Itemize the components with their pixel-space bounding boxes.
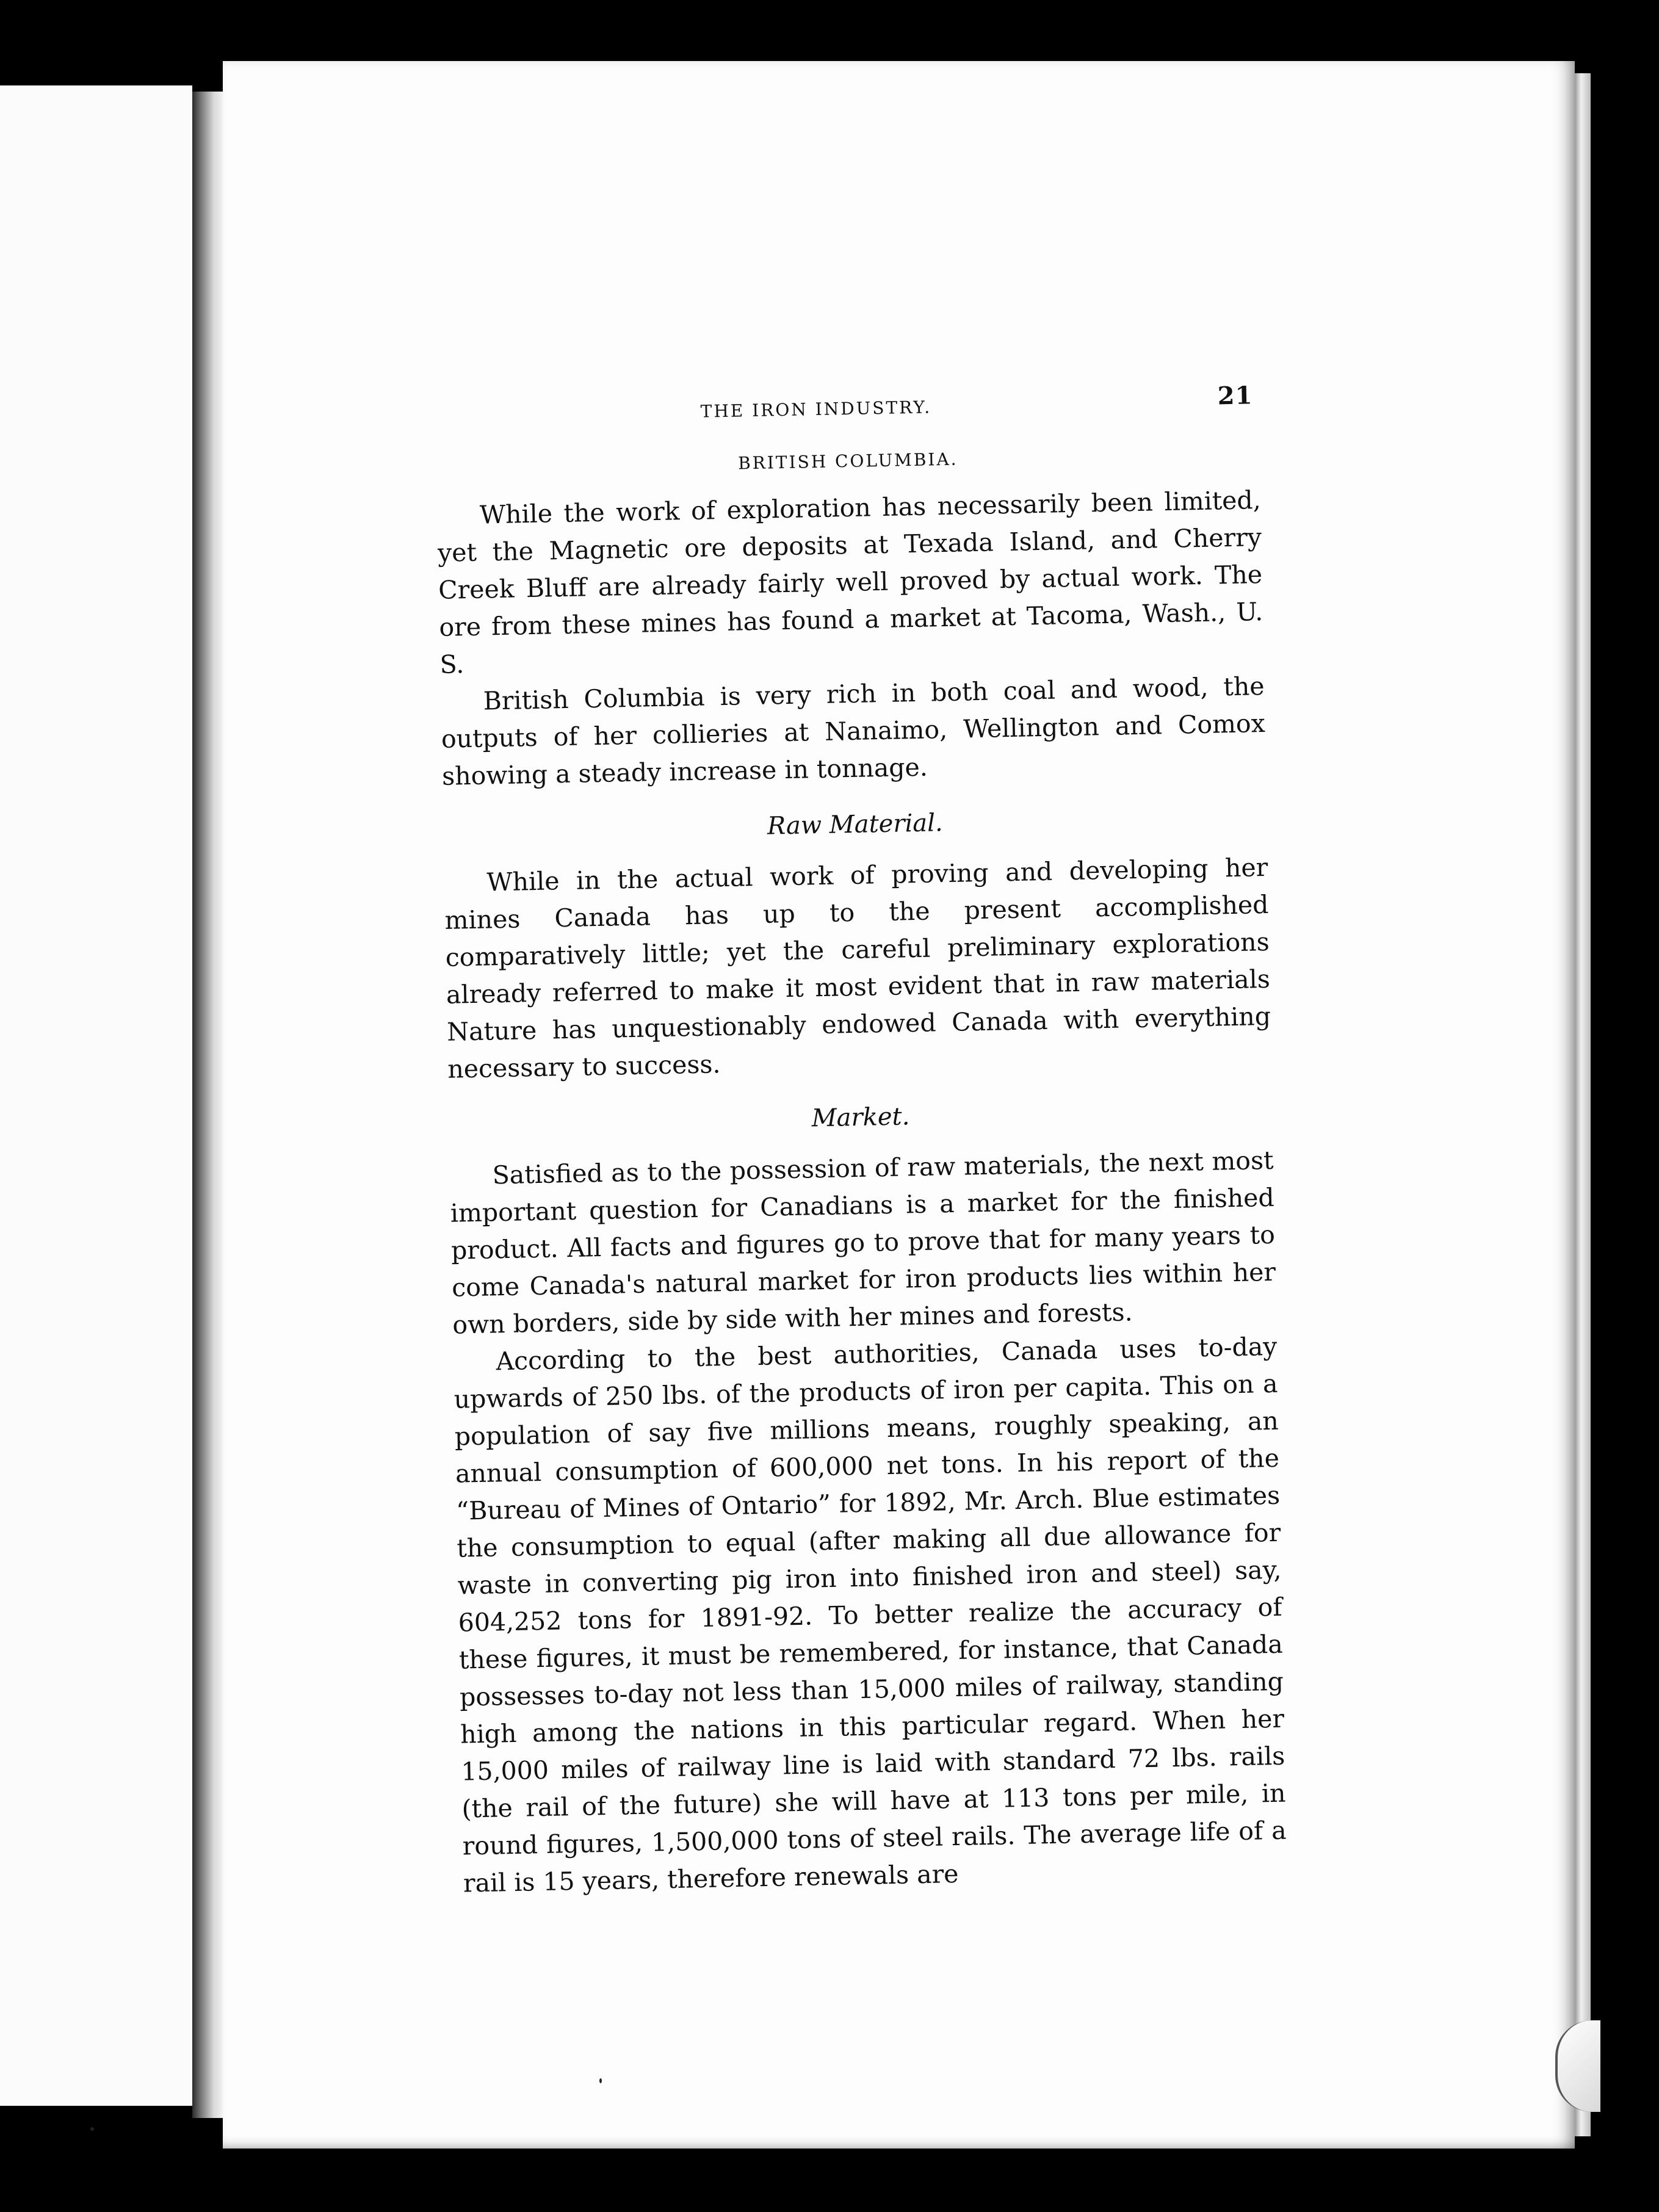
section-heading-raw-material: Raw Material. <box>767 809 944 840</box>
dust-speck <box>599 2078 602 2083</box>
paragraph: According to the best authorities, Canada uses to-day upwards of 250 lbs. of the products of iron per capita. This on a population of say five millions means, roughly speaking, an annual consumption of 600,000 net tons. In his report of the “Bureau of Mines of Ontario” for 1892, Mr. Arch. Blue estimates the consumption to equal (after making all due allowance for waste in converting pig iron into finished iron and steel) say, 604,252 tons for 1891-92. To better realize the accuracy of these figures, it must be remembered, for instance, that Canada possesses to-day not less than 15,000 miles of railway, standing high among the nations in this particular regard. When her 15,000 miles of railway line is laid with standard 72 lbs. rails (the rail of the future) she will have at 113 tons per mile, in round figures, 1,500,000 tons of steel rails. The average life of a rail is 15 years, therefore renewals are <box>454 1331 1287 1898</box>
page-text <box>435 375 1287 1902</box>
running-head-title: THE IRON INDUSTRY. <box>700 397 932 422</box>
paragraph: Satisfied as to the possession of raw materials, the next most important question for Canadians is a market for the finished product. All facts and figures go to prove that for many years to come Canada's natural market for iron products lies within her own borders, side by side with her mines and forests. <box>450 1145 1276 1340</box>
section-heading-british-columbia: BRITISH COLUMBIA. <box>737 449 958 474</box>
page-number: 21 <box>1217 381 1253 411</box>
paragraph: British Columbia is very rich in both coal and wood, the outputs of her collieries at Nanaimo, Wellington and Comox showing a steady increase in tonnage. <box>441 671 1266 791</box>
dust-speck <box>90 2127 94 2131</box>
page-edge <box>1575 73 1591 2136</box>
paragraph: While the work of exploration has necessarily been limited, yet the Magnetic ore deposits at Texada Island, and Cherry Creek Bluff are already fairly well proved by actual work. The ore from these mines has found a market at Tacoma, Wash., U. S. <box>437 485 1263 679</box>
paragraph: While in the actual work of proving and developing her mines Canada has up to the present accomplished comparatively little; yet the careful preliminary explorations already referred to make it most evident that in raw materials Nature has unquestionably endowed Canada with everything necessary to success. <box>444 852 1271 1084</box>
left-page <box>0 85 192 2106</box>
book-spine <box>192 92 223 2118</box>
section-heading-market: Market. <box>811 1102 910 1133</box>
